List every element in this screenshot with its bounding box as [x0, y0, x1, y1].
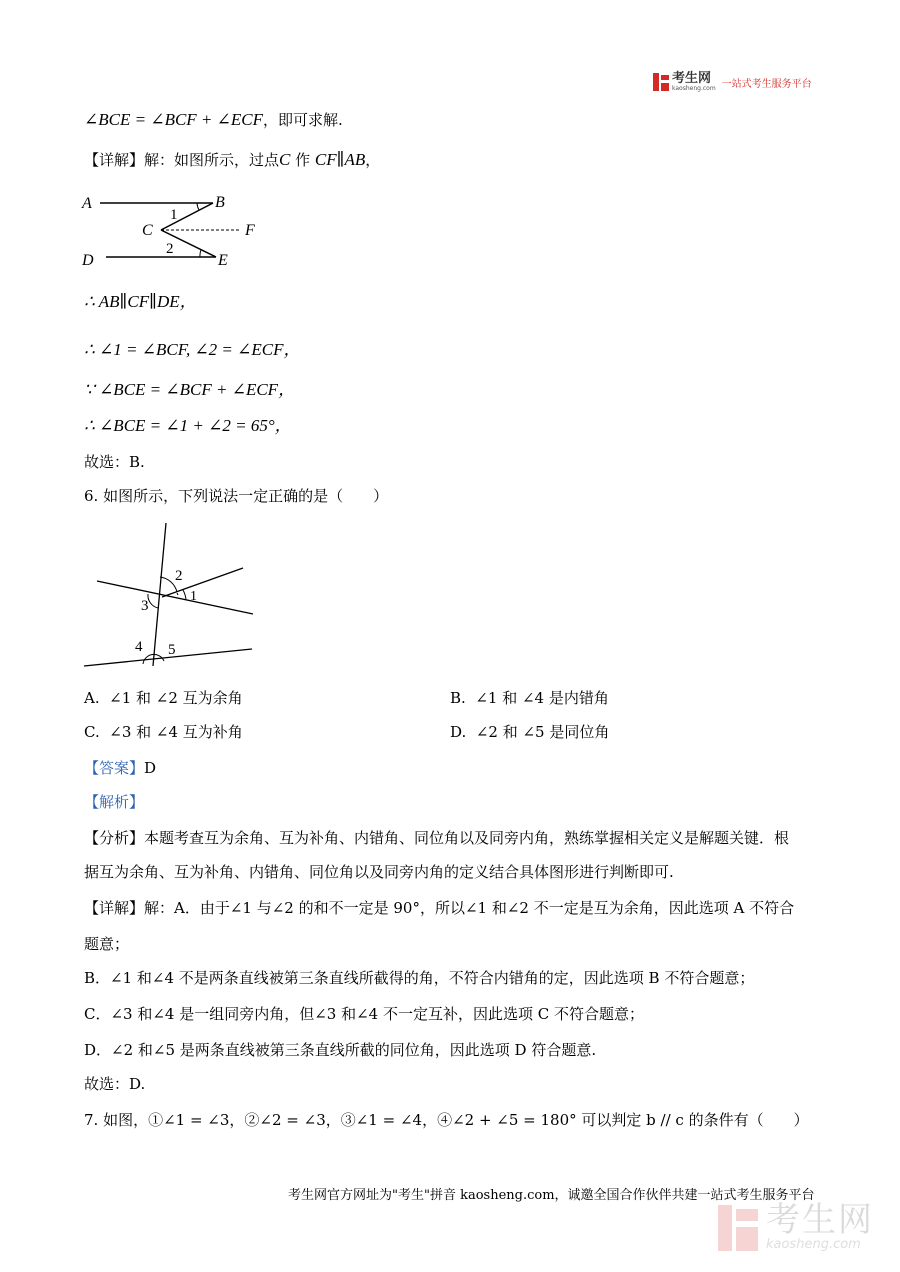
q6-option-c-text: ∠3 和 ∠4 互为补角	[109, 723, 243, 741]
angle-1-arc	[197, 203, 199, 210]
q6-option-b-text: ∠1 和 ∠4 是内错角	[475, 689, 609, 707]
angle-3-arc	[148, 594, 158, 608]
label-f: F	[245, 222, 255, 239]
q6-line-c: C．∠3 和∠4 是一组同旁内角，但∠3 和∠4 不一定互补，因此选项 C 不符合题意；	[84, 1005, 645, 1023]
q6-option-d	[450, 722, 609, 742]
q6-xiangjie-2: 题意；	[84, 935, 130, 953]
label-e: E	[218, 252, 228, 269]
label-angle-4: 4	[135, 639, 143, 655]
watermark-logo	[718, 1200, 874, 1252]
q5-figure	[78, 186, 278, 276]
logo-name: 考生网	[672, 71, 712, 86]
q6-xiangjie-1	[84, 898, 794, 918]
q6-line-b: B．∠1 和∠4 不是两条直线被第三条直线所截得的角，不符合内错角的定，因此选项 B 不符合题意；	[84, 969, 755, 987]
q6-choose: 故选：D.	[84, 1075, 146, 1093]
label-angle-2: 2	[166, 241, 174, 257]
q5-choose: 故选：B.	[84, 453, 145, 471]
q5-line1-math: ∠BCE = ∠BCF + ∠ECF	[84, 110, 263, 129]
label-angle-2: 2	[175, 568, 183, 584]
q6-xiangjie-tag: 【详解】	[84, 899, 145, 917]
q6-analysis-tag: 【解析】	[84, 793, 145, 811]
watermark-url: kaosheng.com	[766, 1237, 861, 1252]
header-logo	[653, 72, 812, 92]
line-bc	[161, 203, 213, 230]
logo-mark-icon	[653, 73, 669, 91]
q5-detail-tag: 【详解】	[84, 151, 145, 169]
label-a: A	[82, 195, 92, 212]
q6-figure	[78, 520, 268, 675]
q6-option-a-text: ∠1 和 ∠2 互为余角	[109, 689, 243, 707]
q6-fenxi-tag: 【分析】	[84, 829, 145, 847]
watermark-mark-icon	[718, 1205, 758, 1251]
q5-detail-point: C	[279, 150, 291, 169]
q5-step4: ∴ ∠BCE = ∠1 + ∠2 = 65°，	[84, 416, 292, 435]
q6-option-d-text: ∠2 和 ∠5 是同位角	[475, 723, 610, 741]
q5-detail-mid: 作	[290, 151, 315, 169]
q5-detail-math: CF∥AB	[314, 150, 366, 169]
label-angle-5: 5	[168, 642, 176, 658]
q6-option-a-letter: A.	[84, 689, 100, 707]
q6-line-d: D．∠2 和∠5 是两条直线被第三条直线所截的同位角，因此选项 D 符合题意.	[84, 1041, 597, 1059]
label-angle-1: 1	[170, 207, 178, 223]
q5-step2: ∴ ∠1 = ∠BCF, ∠2 = ∠ECF，	[84, 340, 301, 359]
q5-line1-text: ，即可求解.	[263, 111, 343, 129]
q6-fenxi-2: 据互为余角、互为补角、内错角、同位角以及同旁内角的定义结合具体图形进行判断即可.	[84, 863, 674, 881]
q6-fenxi-1-text: 本题考查互为余角、互为补角、内错角、同位角以及同旁内角，熟练掌握相关定义是解题关键．根	[144, 829, 790, 847]
q5-detail-end: ，	[365, 151, 381, 169]
label-angle-1: 1	[190, 589, 197, 604]
line-upper-1	[97, 581, 253, 614]
watermark-name: 考生网	[766, 1200, 874, 1240]
q5-line1	[84, 110, 343, 130]
angle-1-arc	[183, 590, 186, 600]
q5-step1: ∴ AB∥CF∥DE，	[84, 292, 197, 311]
q5-step3: ∵ ∠BCE = ∠BCF + ∠ECF，	[84, 380, 296, 399]
logo-slogan: 一站式考生服务平台	[721, 78, 812, 90]
label-angle-3: 3	[141, 598, 149, 614]
footer-text: 考生网官方网址为"考生"拼音 kaosheng.com，诚邀全国合作伙伴共建一站式考生服务平台	[288, 1188, 815, 1203]
q6-option-c	[84, 722, 243, 742]
q6-option-c-letter: C.	[84, 723, 100, 741]
label-b: B	[215, 194, 225, 211]
q6-stem: 6. 如图所示，下列说法一定正确的是（ ）	[84, 487, 389, 505]
line-transversal	[153, 523, 166, 666]
q6-answer-tag: 【答案】	[84, 759, 145, 777]
q6-xiangjie-1-text: 解：A．由于∠1 与∠2 的和不一定是 90°，所以∠1 和∠2 不一定是互为余角，因此选项 A 不符合	[144, 899, 795, 917]
q5-detail-line	[84, 150, 380, 170]
logo-url: kaosheng.com	[672, 85, 716, 92]
q5-detail-text: 解：如图所示，过点	[144, 151, 280, 169]
q6-answer-line	[84, 758, 156, 778]
q6-option-b	[450, 688, 609, 708]
angle-arc-small	[177, 593, 178, 595]
q6-answer: D	[144, 759, 157, 777]
q6-option-d-letter: D.	[450, 723, 467, 741]
q7-stem: 7. 如图，①∠1 = ∠3，②∠2 = ∠3，③∠1 = ∠4，④∠2 + ∠5 = 180° 可以判定 b // c 的条件有（ ）	[84, 1111, 809, 1129]
q6-option-b-letter: B.	[450, 689, 466, 707]
q6-option-a	[84, 688, 243, 708]
label-c: C	[142, 222, 153, 239]
label-d: D	[82, 252, 94, 269]
angle-2-arc	[200, 250, 201, 257]
q6-fenxi-1	[84, 828, 789, 848]
